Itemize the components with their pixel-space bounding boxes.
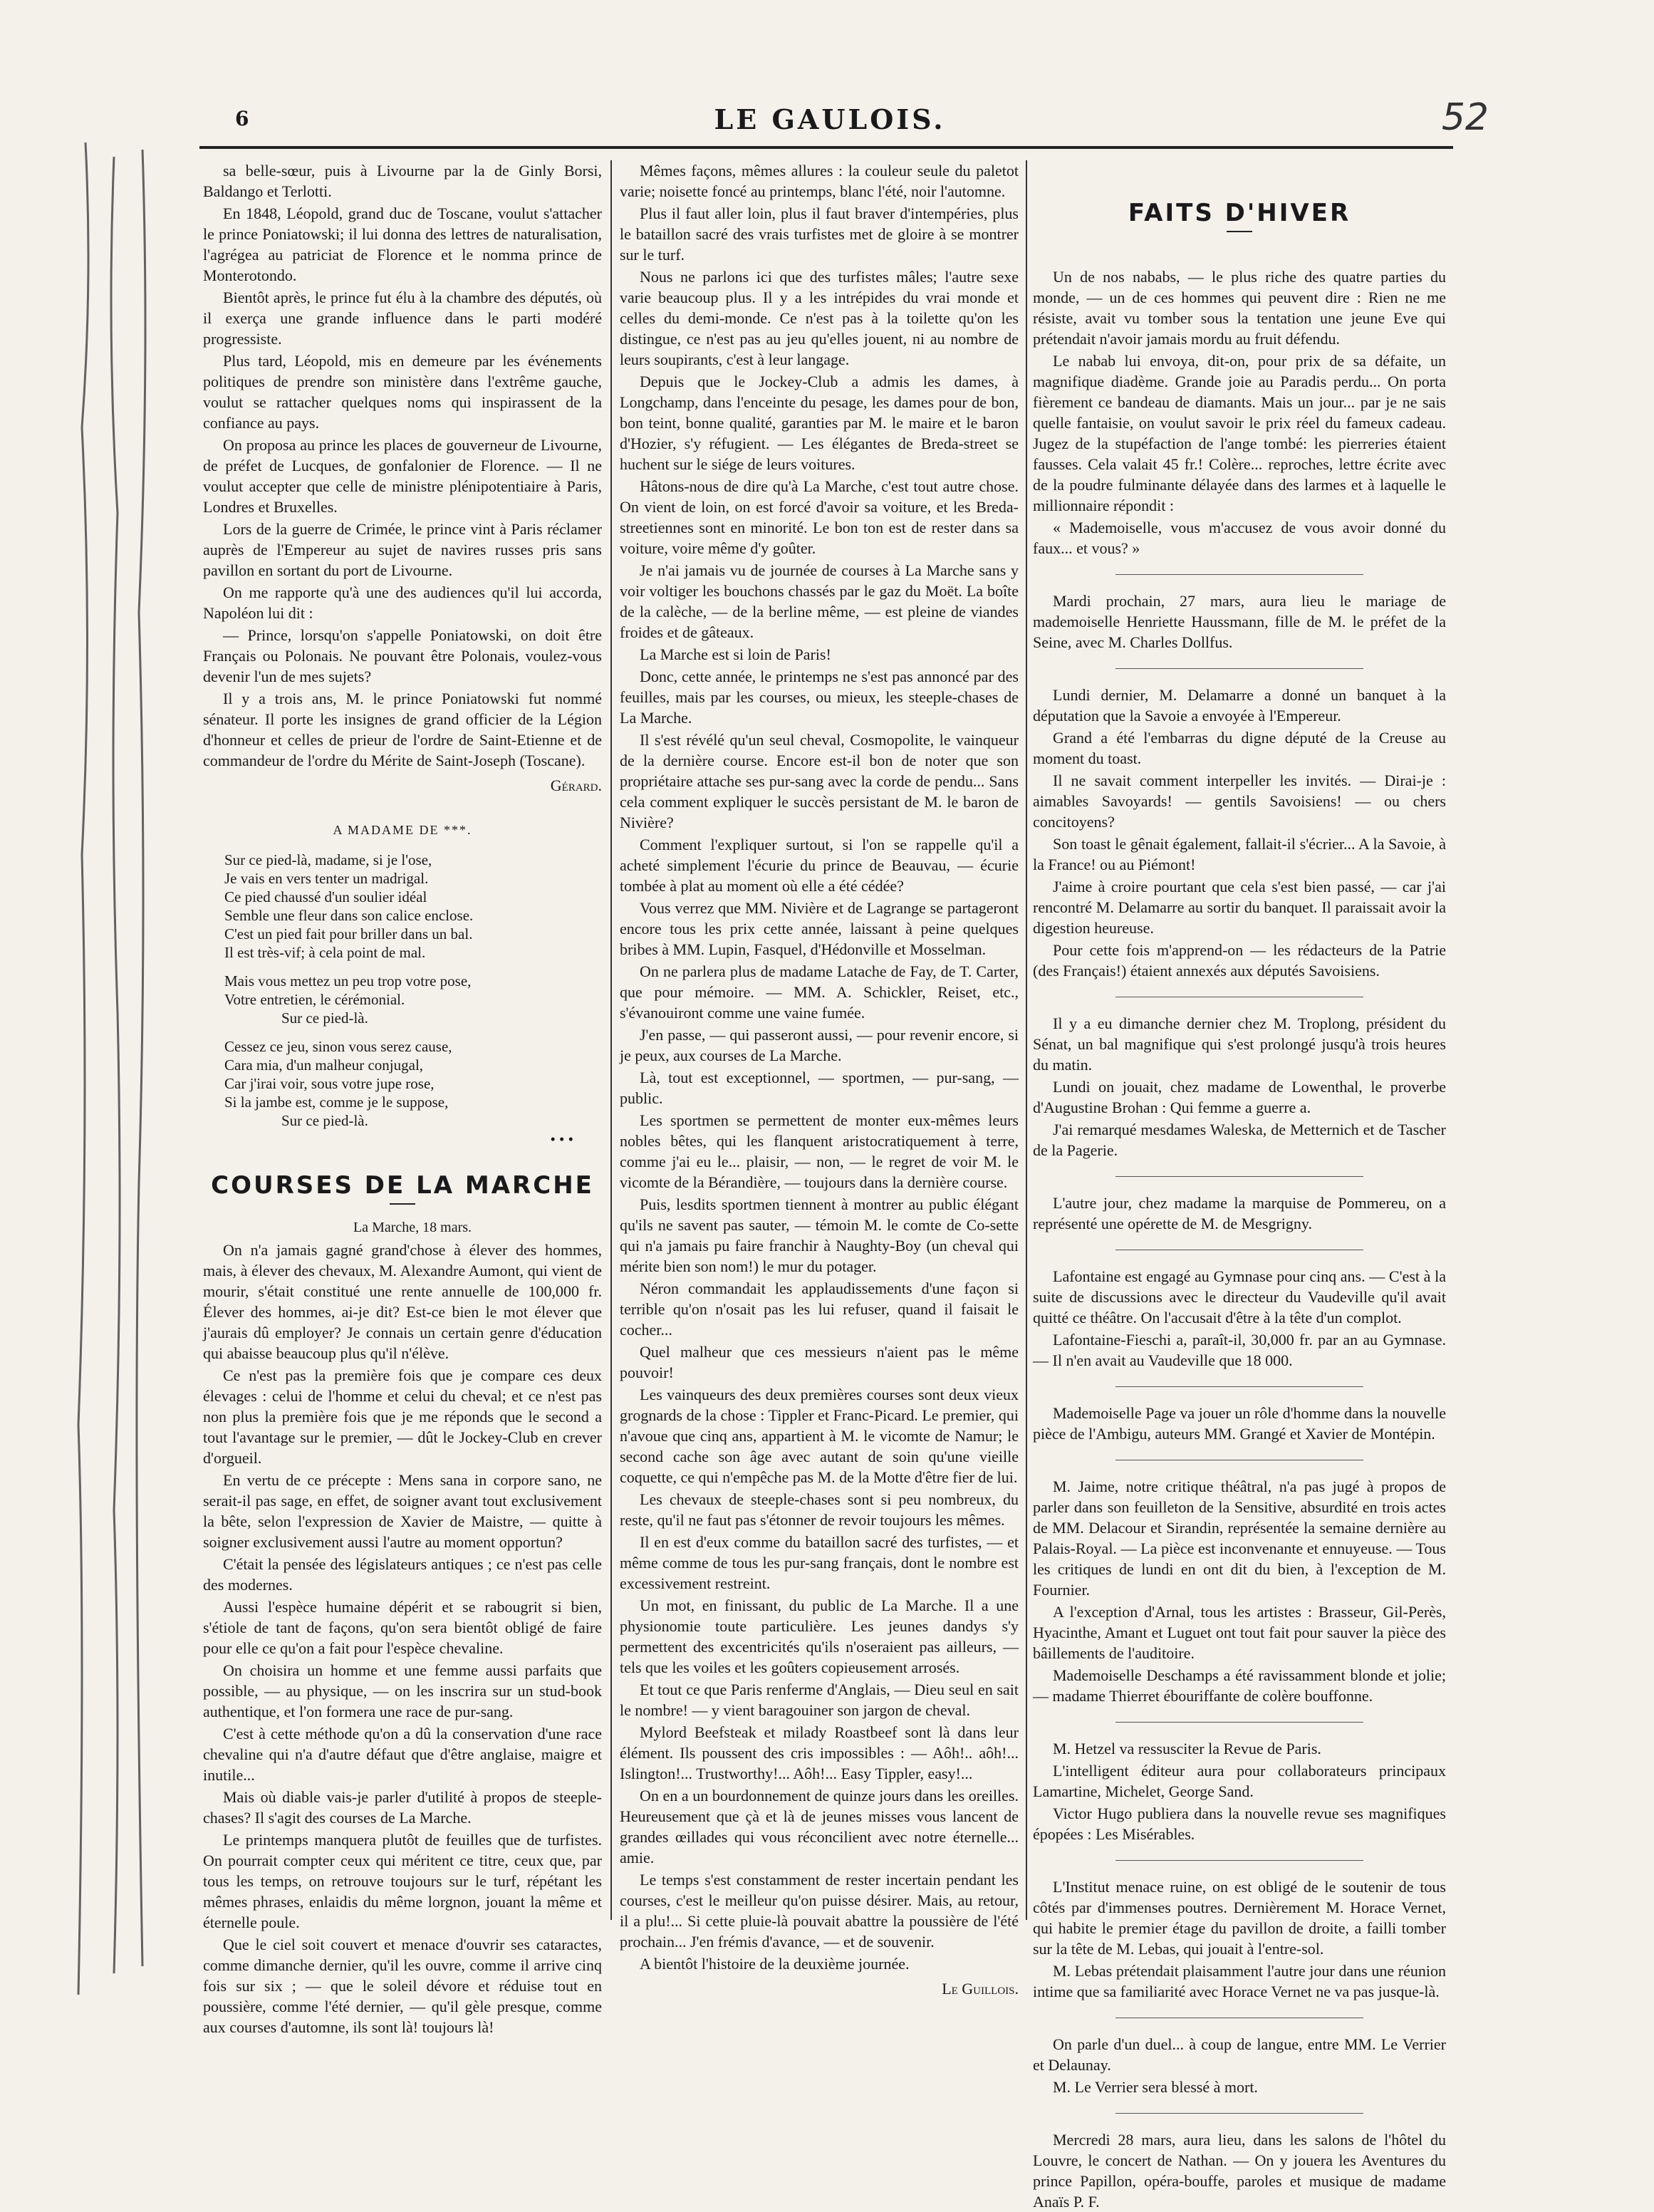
paragraph: L'Institut menace ruine, on est obligé de le soutenir de tous côtés par d'immenses poutres. Dernièrement M. Horace Vernet, qui habite le premier étage du pavillon de droite, a failli tomber sur la tête de M. Lebas, qui jouait à l'entre-sol.: [1033, 1878, 1446, 1958]
poem-line: Car j'irai voir, sous votre jupe rose,: [224, 1075, 435, 1092]
poem-line: Mais vous mettez un peu trop votre pose,: [224, 972, 472, 990]
title-dash: [390, 1203, 415, 1205]
paragraph: Hâtons-nous de dire qu'à La Marche, c'est tout autre chose. On vient de loin, on est forcé d'avoir sa voiture, et les Breda-streetiennes sont en minorité. Le bon ton est de rester dans sa voiture, voire même d'y goûter.: [620, 477, 1019, 557]
paragraph: Lundi on jouait, chez madame de Lowenthal, le proverbe d'Augustine Brohan : Qui femme a guerre a.: [1033, 1078, 1446, 1116]
handwritten-margin-note: [64, 128, 207, 2016]
paragraph: Il s'est révélé qu'un seul cheval, Cosmopolite, le vainqueur de la dernière course. Encore est-il bon de noter que son propriétaire attache ses pur-sang avec la corde de pendu... Sans cela comment expliquer le succès persistant de M. le baron de Nivière?: [620, 731, 1019, 831]
paragraph: La Marche est si loin de Paris!: [640, 645, 831, 663]
poem-line: Je vais en vers tenter un madrigal.: [224, 870, 429, 887]
paragraph: Mercredi 28 mars, aura lieu, dans les salons de l'hôtel du Louvre, le concert de Nathan. — On y jouera les Aventures du prince Papillon, opéra-bouffe, paroles et musique de madame Anaïs P. F.: [1033, 2131, 1446, 2211]
paragraph: Quel malheur que ces messieurs n'aient pas le même pouvoir!: [620, 1343, 1019, 1381]
paragraph: Donc, cette année, le printemps ne s'est pas annoncé par des feuilles, mais par les courses, ou mieux, les steeple-chases de La Marche.: [620, 668, 1019, 727]
article-title-courses: COURSES DE LA MARCHE: [211, 1171, 594, 1200]
paragraph: Je n'ai jamais vu de journée de courses à La Marche sans y voir voltiger les bouchons chassés par le gaz du Moët. La boîte de la calèche, — de la berline même, — est pleine de viandes froides et de gâteaux.: [620, 561, 1019, 641]
poem-title: A MADAME DE ***.: [333, 823, 472, 837]
paragraph: — Prince, lorsqu'on s'appelle Poniatowski, on doit être Français ou Polonais. Ne pouvant être Polonais, voulez-vous devenir l'un de mes sujets?: [203, 626, 602, 685]
paragraph: Nous ne parlons ici que des turfistes mâles; l'autre sexe varie beaucoup plus. Il y a les intrépides du vrai monde et celles du demi-monde. Ce n'est pas à la toilette qu'on les distingue, ce n'est pas au jeu qu'elles jouent, ni au nombre de leurs soupirants, c'est à leur langage.: [620, 268, 1019, 368]
paragraph: M. Lebas prétendait plaisamment l'autre jour dans une réunion intime que sa familiarité avec Horace Vernet ne va pas jusque-là.: [1033, 1962, 1446, 2000]
header-rule: [199, 146, 1453, 149]
paragraph: Plus tard, Léopold, mis en demeure par les événements politiques de prendre son ministère dans l'extrême gauche, voulut se rattacher quelques noms qui inspirassent de la confiance au pays.: [203, 352, 602, 432]
poem-line: Ce pied chaussé d'un soulier idéal: [224, 888, 427, 905]
item-separator: [1115, 1386, 1363, 1387]
item-separator: [1115, 1176, 1363, 1177]
paragraph: Le nabab lui envoya, dit-on, pour prix de sa défaite, un magnifique diadème. Grande joie au Paradis perdu... On porta fièrement ce bandeau de diamants. Mais un jour... par je ne sais quelle fantaisie, on voulut savoir le prix réel du fameux cadeau. Jugez de la stupéfaction de l'ange tombé: les pierreries étaient fausses. Cela valait 45 fr.! Colère... reproches, lettre écrite avec de la poudre fulminante délayée dans des larmes et à laquelle le millionnaire répondit :: [1033, 352, 1446, 514]
paragraph: Il y a eu dimanche dernier chez M. Troplong, président du Sénat, un bal magnifique qui s'est prolongé jusqu'à trois heures du matin.: [1033, 1014, 1446, 1074]
paragraph: Son toast le gênait également, fallait-il s'écrier... A la Savoie, à la France! ou au Piémont!: [1033, 835, 1446, 873]
paragraph: On n'a jamais gagné grand'chose à élever des hommes, mais, à élever des chevaux, M. Alexandre Aumont, qui vient de mourir, s'était constitué une rente annuelle de 100,000 fr. Élever des hommes, ai-je dit? Est-ce bien le mot élever que j'aurais dû employer? Je connais un certain genre d'éducation qui abaisse beaucoup plus qu'il n'élève.: [203, 1241, 602, 1362]
paragraph: L'autre jour, chez madame la marquise de Pommereu, on a représenté une opérette de M. de Mesgrigny.: [1033, 1194, 1446, 1232]
paragraph: Aussi l'espèce humaine dépérit et se rabougrit si bien, s'étiole de tant de façons, qu'on sera bientôt obligé de faire pour elle ce qu'on a fait pour l'espèce chevaline.: [203, 1598, 602, 1657]
article-title-faits-d-hiver: FAITS D'HIVER: [1128, 199, 1351, 227]
poem-line: C'est un pied fait pour briller dans un bal.: [224, 925, 473, 943]
paragraph: Bientôt après, le prince fut élu à la chambre des députés, où il exerça une grande influence dans le parti modéré progressiste.: [203, 289, 602, 348]
poem-line: Sur ce pied-là, madame, si je l'ose,: [224, 851, 432, 868]
page-header: [199, 96, 1489, 146]
paragraph: M. Jaime, notre critique théâtral, n'a pas jugé à propos de parler dans son feuilleton de la Sensitive, absurdité en trois actes de MM. Delacour et Sirandin, représentée la semaine dernière au Palais-Royal. — La pièce est inconvenante et ennuyeuse. — Tous les critiques de lundi en ont dit du bien, à l'exception de M. Fournier.: [1033, 1478, 1446, 1599]
paragraph: Depuis que le Jockey-Club a admis les dames, à Longchamp, dans l'enceinte du pesage, les dames pour de bon, bon teint, bonne qualité, garanties par M. le maire et le baron d'Hozier, s'y réfugient. — Les élégantes de Breda-street se huchent sur le siége de leurs voitures.: [620, 373, 1019, 473]
paragraph: Mais où diable vais-je parler d'utilité à propos de steeple-chases? Il s'agit des courses de La Marche.: [203, 1788, 602, 1827]
paragraph: A bientôt l'histoire de la deuxième journée.: [640, 1955, 910, 1973]
paragraph: Et tout ce que Paris renferme d'Anglais, — Dieu seul en sait le nombre! — y vient baragouiner son jargon de cheval.: [620, 1681, 1019, 1719]
paragraph: On proposa au prince les places de gouverneur de Livourne, de préfet de Lucques, de gonfalonier de Florence. — Il ne voulut accepter que celle de ministre plénipotentiaire à Paris, Londres et Bruxelles.: [203, 436, 602, 516]
paragraph: Les sportmen se permettent de monter eux-mêmes leurs nobles bêtes, qui les flanquent aristocratiquement à terre, comme j'ai eu le... plaisir, — non, — le regret de voir M. le vicomte de la Bérandière, — toujours dans la dernière course.: [620, 1111, 1019, 1191]
paragraph: Victor Hugo publiera dans la nouvelle revue ses magnifiques épopées : Les Misérables.: [1033, 1805, 1446, 1843]
paragraph: L'intelligent éditeur aura pour collaborateurs principaux Lamartine, Michelet, George Sand.: [1033, 1762, 1446, 1800]
title-dash: [1227, 231, 1252, 232]
paragraph: Pour cette fois m'apprend-on — les rédacteurs de la Patrie (des Français!) étaient annexés aux députés Savoisiens.: [1033, 941, 1446, 980]
item-separator: [1115, 1722, 1363, 1723]
paragraph: Mardi prochain, 27 mars, aura lieu le mariage de mademoiselle Henriette Haussmann, fille de M. le préfet de la Seine, avec M. Charles Dollfus.: [1033, 592, 1446, 651]
paragraph: Lafontaine est engagé au Gymnase pour cinq ans. — C'est à la suite de discussions avec le directeur du Vaudeville qu'il avait quitté ce théâtre. On l'accusait d'être à la tête d'un complot.: [1033, 1267, 1446, 1326]
column-rule-2: [1026, 160, 1027, 1920]
poem-line: Si la jambe est, comme je le suppose,: [224, 1094, 449, 1111]
item-separator: [1115, 574, 1363, 575]
poem-refrain: Sur ce pied-là.: [281, 1009, 368, 1027]
paragraph: En 1848, Léopold, grand duc de Toscane, voulut s'attacher le prince Poniatowski; il lui donna des lettres de naturalisation, l'agrégea au patriciat de Florence et le nomma prince de Monterotondo.: [203, 204, 602, 284]
paragraph: On ne parlera plus de madame Latache de Fay, de T. Carter, que pour mémoire. — MM. A. Schickler, Reiset, etc., s'évanouiront comme une vaine fumée.: [620, 962, 1019, 1022]
paragraph: Néron commandait les applaudissements d'une façon si terrible qu'on n'osait pas les lui refuser, quand il faisait le cocher...: [620, 1279, 1019, 1339]
paragraph: Il y a trois ans, M. le prince Poniatowski fut nommé sénateur. Il porte les insignes de grand officier de la Légion d'honneur et celles de prieur de l'ordre de Saint-Etienne et de commandeur de l'ordre du Mérite de Saint-Joseph (Toscane).: [203, 690, 602, 769]
paragraph: M. Hetzel va ressusciter la Revue de Paris.: [1053, 1740, 1321, 1757]
poem-line: Semble une fleur dans son calice enclose.: [224, 907, 474, 924]
paragraph: J'aime à croire pourtant que cela s'est bien passé, — car j'ai rencontré M. Delamarre au sortir du banquet. Il paraissait avoir la digestion heureuse.: [1033, 878, 1446, 937]
paragraph: Les chevaux de steeple-chases sont si peu nombreux, du reste, qu'il ne faut pas s'étonner de revoir toujours les mêmes.: [620, 1490, 1019, 1529]
column-rule-1: [610, 160, 612, 1920]
paragraph: On choisira un homme et une femme aussi parfaits que possible, — au physique, — on les inscrira sur un stud-book authentique, et l'on formera une race de pur-sang.: [203, 1661, 602, 1720]
column-2: [620, 160, 1019, 1998]
poem-line: Votre entretien, le cérémonial.: [224, 991, 405, 1008]
paragraph: Là, tout est exceptionnel, — sportmen, — pur-sang, — public.: [620, 1069, 1019, 1107]
paragraph: Mylord Beefsteak et milady Roastbeef sont là dans leur élément. Ils poussent des cris impossibles : — Aôh!.. aôh!... Islington!... Trustworthy!... Aôh!... Easy Tippler, easy!...: [620, 1723, 1019, 1782]
paragraph: C'est à cette méthode qu'on a dû la conservation d'une race chevaline qui n'a d'autre défaut que d'être anglaise, maigre et inutile...: [203, 1725, 602, 1784]
poem-line: Cara mia, d'un malheur conjugal,: [224, 1056, 424, 1074]
item-separator: [1115, 2113, 1363, 2114]
paragraph: Un de nos nababs, — le plus riche des quatre parties du monde, — un de ces hommes qui peuvent dire : Rien ne me résiste, avait vu tomber sous la tentation une jeune Eve qui prétendait n'avoir jamais mordu au fruit défendu.: [1033, 268, 1446, 348]
page-number: 6: [235, 107, 249, 130]
paragraph: M. Le Verrier sera blessé à mort.: [1053, 2078, 1258, 2096]
paragraph: Mademoiselle Deschamps a été ravissamment blonde et jolie; — madame Thierret ébouriffante de colère bouffonne.: [1033, 1666, 1446, 1705]
poem-end-mark: • • •: [550, 1131, 573, 1148]
paragraph: J'ai remarqué mesdames Waleska, de Metternich et de Tascher de la Pagerie.: [1033, 1121, 1446, 1159]
handwritten-folio: 52: [1441, 96, 1489, 139]
poem: [224, 851, 602, 1148]
paragraph: Lors de la guerre de Crimée, le prince vint à Paris réclamer auprès de l'Empereur au sujet de navires russes pris sans pavillon en sortant du port de Livourne.: [203, 520, 602, 579]
paragraph: Le printemps manquera plutôt de feuilles que de turfistes. On pourrait compter ceux qui méritent ce titre, ceux que, par tous les temps, on retrouve toujours sur le turf, répétant les mêmes phrases, enlaidis du même lorgnon, jouant la même et éternelle poule.: [203, 1831, 602, 1931]
poem-refrain: Sur ce pied-là.: [281, 1112, 368, 1129]
paragraph: Que le ciel soit couvert et menace d'ouvrir ses cataractes, comme dimanche dernier, qu'il les ouvre, comme il arrive cinq fois sur six ; — que le soleil dévore et réduise tout en poussière, comme l'été dernier, — qu'il gèle presque, comme aux courses d'automne, ils sont là! toujours là!: [203, 1936, 602, 2036]
column-3: [1033, 160, 1446, 2211]
paragraph: Il ne savait comment interpeller les invités. — Dirai-je : aimables Savoyards! — gentils Savoisiens! — ou chers concitoyens?: [1033, 772, 1446, 831]
column-1: [203, 160, 602, 2036]
item-separator: [1115, 1860, 1363, 1861]
poem-line: Cessez ce jeu, sinon vous serez cause,: [224, 1038, 452, 1055]
paragraph: En vertu de ce précepte : Mens sana in corpore sano, ne serait-il pas sage, en effet, de soigner avant tout exclusivement la bête, selon l'expression de Xavier de Maistre, — quitte à soigner exclusivement aussi l'autre au moment opportun?: [203, 1471, 602, 1551]
paragraph: Le temps s'est constamment de rester incertain pendant les courses, c'est le meilleur qu'on puisse désirer. Mais, au retour, il a plu!... Si cette pluie-là pouvait abattre la poussière de l'été prochain... J'en frémis d'avance, — et de souvenir.: [620, 1871, 1019, 1951]
paragraph: A l'exception d'Arnal, tous les artistes : Brasseur, Gil-Perès, Hyacinthe, Amant et Luguet ont tout fait pour sauver la pièce des bâillements de l'auditoire.: [1033, 1603, 1446, 1662]
paragraph: Les vainqueurs des deux premières courses sont deux vieux grognards de la chose : Tippler et Franc-Picard. Le premier, qui n'avoue que cinq ans, appartient à M. le vicomte de Namur; le second cache son âge avec autant de soin qu'une vieille coquette, ce qui n'empêche pas M. de la Motte d'être fier de lui.: [620, 1386, 1019, 1486]
paragraph: Mademoiselle Page va jouer un rôle d'homme dans la nouvelle pièce de l'Ambigu, auteurs MM. Grangé et Xavier de Montépin.: [1033, 1404, 1446, 1443]
paragraph: C'était la pensée des législateurs antiques ; ce n'est pas celle des modernes.: [203, 1555, 602, 1594]
paragraph: Ce n'est pas la première fois que je compare ces deux élevages : celui de l'homme et celui du cheval; et ce n'est pas non plus la première fois que je me réponds que le second a tout l'avantage sur le premier, — dût le Jockey-Club en crever d'orgueil.: [203, 1366, 602, 1467]
paragraph: Grand a été l'embarras du digne député de la Creuse au moment du toast.: [1033, 729, 1446, 767]
paragraph: Il en est d'eux comme du bataillon sacré des turfistes, — et même comme de tous les pur-sang français, dont le nombre est excessivement restreint.: [620, 1533, 1019, 1592]
paragraph: Vous verrez que MM. Nivière et de Lagrange se partageront encore tous les prix cette année, laissant à peine quelques bribes à MM. Lupin, Fasquel, d'Hédonville et Mosselman.: [620, 899, 1019, 958]
paragraph: On me rapporte qu'à une des audiences qu'il lui accorda, Napoléon lui dit :: [203, 583, 602, 622]
paragraph: On parle d'un duel... à coup de langue, entre MM. Le Verrier et Delaunay.: [1033, 2035, 1446, 2074]
paragraph: « Mademoiselle, vous m'accusez de vous avoir donné du faux... et vous? »: [1033, 519, 1446, 557]
paragraph: J'en passe, — qui passeront aussi, — pour revenir encore, si je peux, aux courses de La Marche.: [620, 1026, 1019, 1064]
paragraph: On en a un bourdonnement de quinze jours dans les oreilles. Heureusement que çà et là de jeunes misses vous lancent de grandes œillades qui vous réconcilient avec notre éternelle... amie.: [620, 1787, 1019, 1866]
newspaper-title: LE GAULOIS.: [714, 103, 946, 135]
paragraph: Puis, lesdits sportmen tiennent à montrer au public élégant qu'ils ne savent pas sauter, — témoin M. le comte de Co-sette qui n'a jamais pu faire franchir à Naughty-Boy (un cheval qui mérite bien son nom!) le mur du potager.: [620, 1195, 1019, 1275]
paragraph: Mêmes façons, mêmes allures : la couleur seule du paletot varie; noisette foncé au printemps, blanc l'été, noir l'automne.: [620, 162, 1019, 200]
paragraph: Lafontaine-Fieschi a, paraît-il, 30,000 fr. par an au Gymnase. — Il n'en avait au Vaudeville que 18 000.: [1033, 1331, 1446, 1369]
paragraph: sa belle-sœur, puis à Livourne par la de Ginly Borsi, Baldango et Terlotti.: [203, 162, 602, 200]
paragraph: Comment l'expliquer surtout, si l'on se rappelle qu'il a acheté simplement l'écurie du prince de Beauvau, — écurie tombée à plat au moment où elle a été cédée?: [620, 836, 1019, 895]
paragraph: Un mot, en finissant, du public de La Marche. Il a une physionomie toute particulière. Les jeunes dandys s'y permettent des excentricités qu'ils n'oseraient pas ailleurs, — tels que les voiles et les goûters copieusement arrosés.: [620, 1596, 1019, 1676]
signature: Le Guillois.: [942, 1980, 1019, 1998]
signature: Gérard.: [550, 777, 602, 794]
paragraph: Plus il faut aller loin, plus il faut braver d'intempéries, plus le bataillon sacré des vrais turfistes met de gloire à se montrer sur le turf.: [620, 204, 1019, 264]
paragraph: Lundi dernier, M. Delamarre a donné un banquet à la députation que la Savoie a envoyée à l'Empereur.: [1033, 686, 1446, 725]
poem-line: Il est très-vif; à cela point de mal.: [224, 944, 426, 961]
dateline: La Marche, 18 mars.: [353, 1220, 472, 1235]
item-separator: [1115, 668, 1363, 669]
